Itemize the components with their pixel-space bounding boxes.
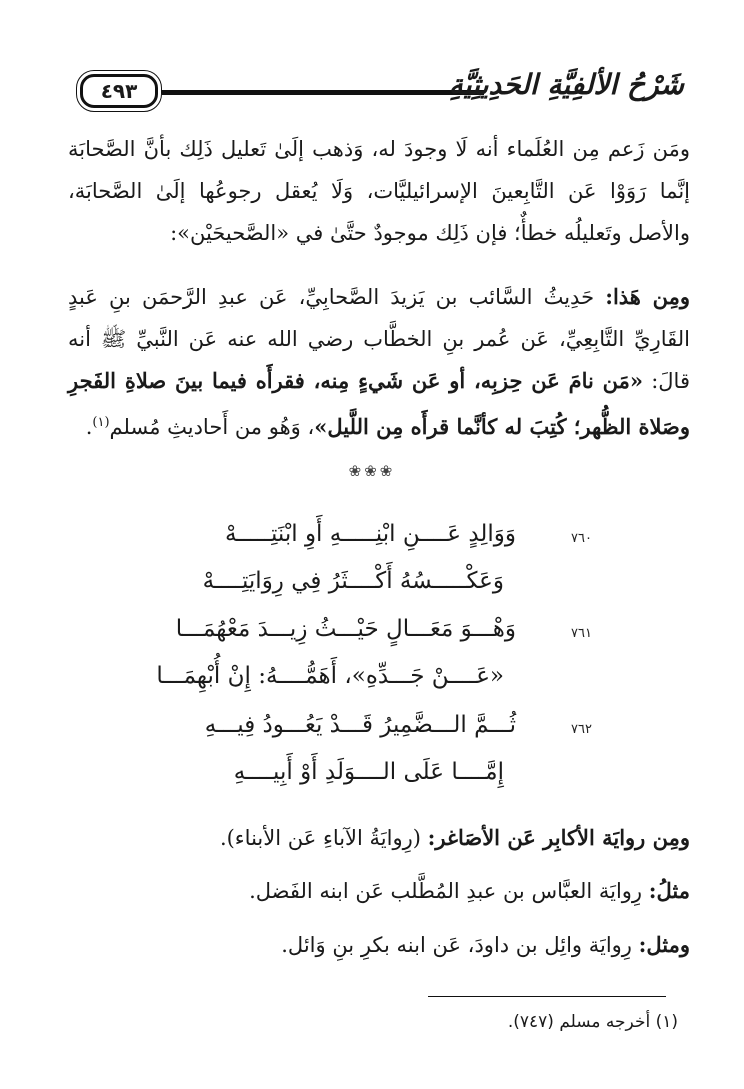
paragraph-1: ومَن زَعم مِن العُلَماء أنه لَا وجودَ له، وَذهب إلَىٰ تَعليل ذَلِك بأنَّ الصَّحابَة إنَّما رَوَوْا عَن التَّابِعينَ الإسرائيليَّات، وَلَا يُعقل رجوعُها إلَىٰ الصَّحابَة، والأصل وتَعليلُه خطأٌ؛ فإن ذَلِك موجودٌ حتَّىٰ في «الصَّحيحَيْن»: [68,137,690,245]
section-line [68,825,690,850]
verse-second-hemistich: وَعَكْـــــسُهُ أَكْــــثَرُ فِي رِوَايَتِــــهْ [202,568,504,594]
verse-number: ٧٦٠ [571,531,592,546]
header-rule [162,90,484,95]
example-line-lead: ومثل: [638,932,690,957]
footnote-marker: (١) [92,415,110,430]
example-line-text: رِوايَة وائِل بن داودَ، عَن ابنه بكرِ بنِ وَائل. [281,933,639,957]
hadith-text: «مَن نامَ عَن حِزبِه، أو عَن شَيءٍ مِنه، فقرأَه فيما بينَ صلاةِ الفَجرِ وصَلاة الظُّهر؛ كُتِبَ له كأنَّما قرأَه مِن اللَّيل» [68,368,690,439]
paragraph-2-end: . [85,415,93,439]
verse-first-hemistich: وَهْـــوَ مَعَـــالٍ حَيْـــثُ زِيـــدَ مَعْهُمَـــا [175,616,516,642]
verse-second-hemistich: إِمَّــــا عَلَى الــــوَلَدِ أَوْ أَبِيــــهِ [233,759,504,785]
footnote: (١) أخرجه مسلم (٧٤٧). [507,1012,678,1032]
example-line-lead: مثلُ: [648,878,690,903]
section-line-lead: ومِن روايَة الأكابِر عَن الأصَاغر: [427,825,690,850]
paragraph-2 [68,276,690,448]
example-line-text: رِوايَة العبَّاس بن عبدِ المُطَّلب عَن ابنه الفَضل. [249,879,649,903]
verse-second-hemistich: «عَــــنْ جَـــدِّهِ»، أَهَمُّــــهُ: إِنْ أُبْهِمَـــا [156,663,504,689]
verse-number: ٧٦١ [571,626,592,641]
page-number: ٤٩٣ [80,74,158,108]
section-separator: ❀❀❀ [348,462,396,480]
page-header [72,68,684,114]
example-line [68,932,690,957]
footnote-rule [428,996,666,997]
verse-first-hemistich: وَوَالِدٍ عَــــنِ ابْنِـــــهِ أَوِ ابْنَتِـــــهْ [224,521,516,547]
paragraph-2-lead: ومِن هَذا: [605,284,690,309]
example-line [68,878,690,903]
paragraph-2-tail: ، وَهُو من أَحاديثِ مُسلم [109,415,315,439]
book-title: شَرْحُ الألفِيَّةِ الحَدِيثِيَّةِ [448,68,684,101]
section-line-text: (رِوايَةُ الآباءِ عَن الأبناء). [219,826,428,850]
verse-first-hemistich: ثُـــمَّ الـــضَّمِيرُ قَـــدْ يَعُـــودُ فِيـــهِ [204,712,516,738]
paragraph-2-text: حَدِيثُ السَّائب بن يَزيدَ الصَّحابِيِّ، عَن عبدِ الرَّحمَن بنِ عَبدٍ القَارِيِّ التَّابِعِيِّ، عَن عُمر بنِ الخطَّاب رضي الله عنه عَن النَّبيِّ ﷺ أنه قالَ: [68,285,690,393]
verse-number: ٧٦٢ [571,722,592,737]
